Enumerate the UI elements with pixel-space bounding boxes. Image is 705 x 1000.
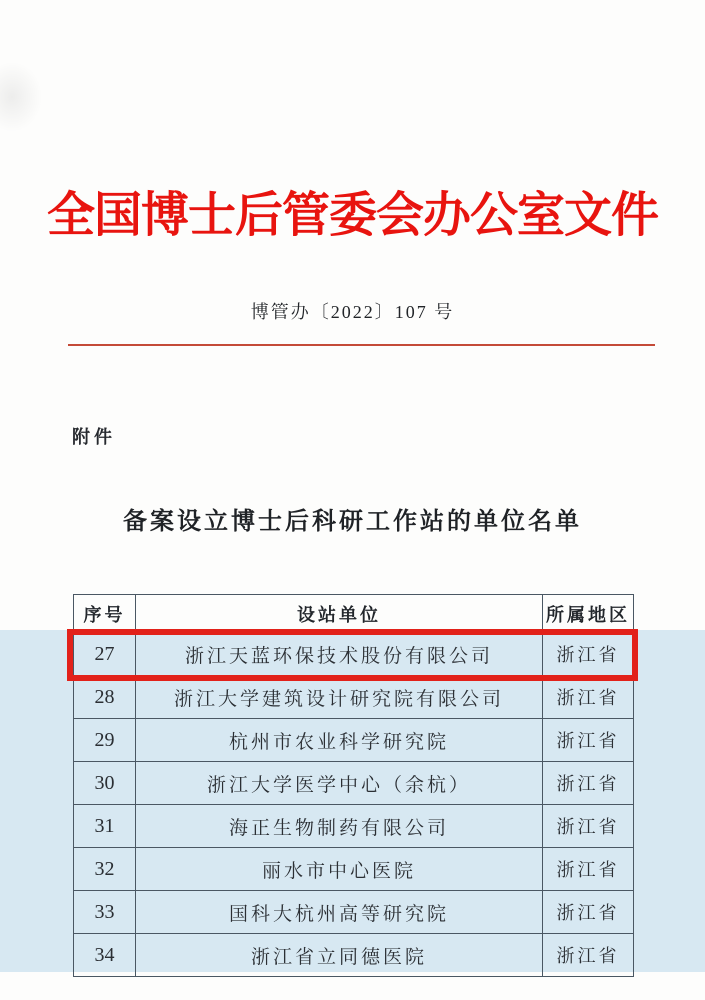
- document-title: 全国博士后管委会办公室文件: [46, 189, 658, 242]
- row-unit-name: 海正生物制药有限公司: [136, 805, 543, 848]
- row-serial-number: 33: [74, 891, 136, 934]
- row-unit-name: 杭州市农业科学研究院: [136, 719, 543, 762]
- col-header-unit-name: 设站单位: [136, 595, 543, 633]
- row-unit-name: 浙江省立同德医院: [136, 934, 543, 977]
- table-row: [74, 676, 634, 719]
- attachment-label: 附件: [72, 427, 116, 447]
- document-number: 博管办〔2022〕107 号: [250, 302, 455, 322]
- row-unit-name: 浙江天蓝环保技术股份有限公司: [136, 633, 543, 676]
- table-row: [74, 805, 634, 848]
- table-body: [74, 633, 634, 977]
- row-serial-number: 30: [74, 762, 136, 805]
- row-region: 浙江省: [543, 633, 634, 676]
- table-row-highlighted: [74, 633, 634, 676]
- row-unit-name: 国科大杭州高等研究院: [136, 891, 543, 934]
- row-region: 浙江省: [543, 762, 634, 805]
- row-serial-number: 28: [74, 676, 136, 719]
- row-region: 浙江省: [543, 719, 634, 762]
- row-serial-number: 27: [74, 633, 136, 676]
- units-table: [73, 594, 634, 977]
- red-divider-line: [68, 344, 655, 346]
- row-unit-name: 浙江大学医学中心（余杭）: [136, 762, 543, 805]
- table-row: [74, 891, 634, 934]
- table-row: [74, 762, 634, 805]
- row-unit-name: 浙江大学建筑设计研究院有限公司: [136, 676, 543, 719]
- scan-smudge: [0, 62, 42, 132]
- table-header-row: [74, 595, 634, 633]
- row-region: 浙江省: [543, 891, 634, 934]
- row-serial-number: 31: [74, 805, 136, 848]
- row-region: 浙江省: [543, 676, 634, 719]
- row-serial-number: 29: [74, 719, 136, 762]
- col-header-serial-number: 序号: [74, 595, 136, 633]
- list-title: 备案设立博士后科研工作站的单位名单: [123, 509, 582, 535]
- row-serial-number: 32: [74, 848, 136, 891]
- row-region: 浙江省: [543, 848, 634, 891]
- table-row: [74, 848, 634, 891]
- row-region: 浙江省: [543, 805, 634, 848]
- col-header-region: 所属地区: [543, 595, 634, 633]
- row-unit-name: 丽水市中心医院: [136, 848, 543, 891]
- row-region: 浙江省: [543, 934, 634, 977]
- table-row: [74, 934, 634, 977]
- table-row: [74, 719, 634, 762]
- row-serial-number: 34: [74, 934, 136, 977]
